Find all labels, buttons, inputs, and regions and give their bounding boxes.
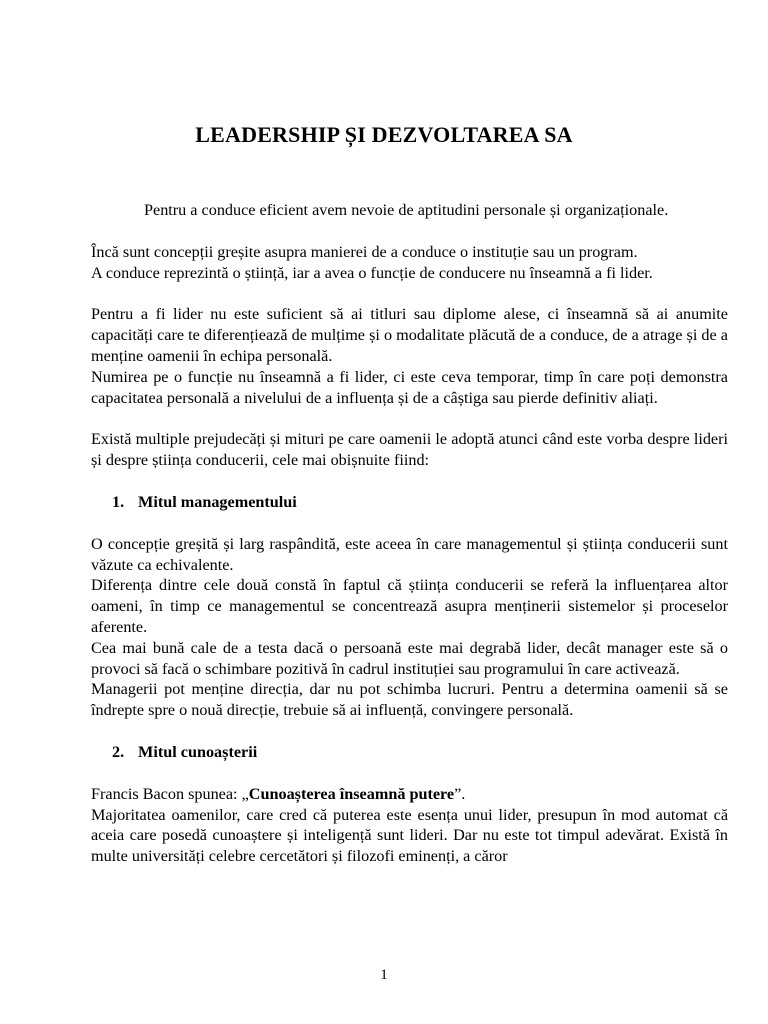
paragraph: Majoritatea oamenilor, care cred că puterea este esența unui lider, presupun în mod automat că aceia care posedă cunoaștere și inteligență sunt lideri. Dar nu este tot timpul adevărat. Există în multe universități celebre cercetători și filozofi eminenți, a căror	[91, 805, 728, 866]
section-heading-1	[91, 492, 728, 513]
quote-text: Cunoașterea înseamnă putere	[248, 784, 455, 803]
paragraph: Managerii pot menține direcția, dar nu pot schimba lucruri. Pentru a determina oamenii să se îndrepte spre o nouă direcție, trebuie să ai influență, convingere personală.	[91, 680, 728, 720]
quote-prefix: Francis Bacon spunea: „	[91, 784, 249, 803]
paragraph: Pentru a fi lider nu este suficient să ai titluri sau diplome alese, ci înseamnă să ai anumite capacități care te diferențiează de mulțime și o modalitate plăcută de a conduce, de a atrage și de a menține oamenii în echipa personală.	[91, 305, 728, 365]
document-title: LEADERSHIP ȘI DEZVOLTAREA SA	[195, 122, 573, 147]
section-heading-2	[91, 742, 728, 763]
page-number: 1	[380, 967, 388, 983]
paragraph: Cea mai bună cale de a testa dacă o persoană este mai degrabă lider, decât manager este să o provoci să facă o schimbare pozitivă în cadrul instituției sau programului în care activează.	[91, 638, 728, 678]
quote-paragraph	[91, 784, 728, 805]
paragraph: A conduce reprezintă o știință, iar a avea o funcție de conducere nu înseamnă a fi lider.	[91, 263, 653, 282]
paragraph: Diferența dintre cele două constă în faptul că știința conducerii se referă la influențarea altor oameni, în timp ce managementul se concentrează asupra menținerii sistemelor și proceselor aferente.	[91, 576, 728, 636]
section-title: Mitul cunoașterii	[138, 742, 258, 761]
section-title: Mitul managementului	[138, 492, 297, 511]
paragraph: Încă sunt concepții greșite asupra manierei de a conduce o instituție sau un program.	[91, 242, 638, 261]
paragraph: Numirea pe o funcție nu înseamnă a fi lider, ci este ceva temporar, timp în care poți demonstra capacitatea personală a nivelului de a influența și de a câștiga sau pierde definitiv aliați.	[91, 367, 728, 407]
document-body	[91, 200, 728, 867]
paragraph: Există multiple prejudecăți și mituri pe care oamenii le adoptă atunci când este vorba despre lideri și despre știința conducerii, cele mai obișnuite fiind:	[91, 430, 728, 470]
quote-suffix: ”.	[454, 784, 466, 803]
section-number: 1.	[112, 492, 125, 511]
section-number: 2.	[112, 742, 125, 761]
paragraph: O concepție greșită și larg raspândită, este aceea în care managementul și știința conducerii sunt văzute ca echivalente.	[91, 534, 728, 574]
intro-paragraph: Pentru a conduce eficient avem nevoie de aptitudini personale și organizaționale.	[144, 201, 669, 219]
